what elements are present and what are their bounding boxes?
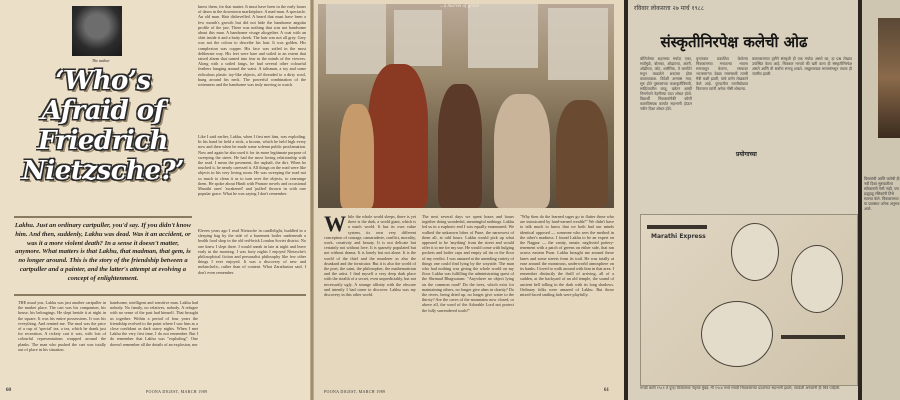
article-intro: Lakhu. Just an ordinary cartpuller, you'd say. If you didn't know him. And then, suddenly, Lakhu was dead. Was it an accident, or was it a more violent death? In a sense it doesn't matter, anymore. What matters is that Lakhu, that madman, that gem, is no longer around. This is the story of the friendship between a cartpuller and a painter, and the latter's attempt at evolving a concept of enlightenment. [14,222,192,282]
photo-caption: ...a marvel of grace [440,4,480,9]
clipping-column-b: वृत्तपत्रात प्रकाशित केलेल्या चित्रकाराच्या मनातल्या भावना समजावून घेताना, रस्त्यावर भटकणाऱ्या वेड्या माणसाशी त्याची मैत्री कशी झाली, याचे वर्णन लेखकाने केले आहे. पुण्यातील गल्लीबोळात फिरताना त्यांनी अनेक गोष्टी शोधल्या. [696,56,748,91]
building-shape [326,4,386,74]
figure-shape [494,94,550,208]
paragraph: The next several days we spent hours and hours together doing wonderful, meaningful nothings. Lakhu led us in a euphoric end I was equally enamoured. We walked the unknown lobes of Pune, the narrowest of them all, at odd hours. Lakhu would pick up what appeared to be 'anything' from the street and would offer it to me for my use. He would come with bulging pockets and boiler caps and empty oil tin or the floor of my verdict. I was amazed at the unending variety of things one could find lying by the wayside. The man who had nothing was giving the whole world on my floor. Lakhu was fulfilling the administrating quest of the Shrimad Bhagwatam: "Anywhere no object lying on the common road? Do the trees, which exist for maintaining others, no longer give alms in charity? Do the rivers, being dried up, no longer give water to the thirsty? Are the caves of the mountains now closed, or above all, the word of the Adorable Lord not protect the fully surrendered souls?" [422,214,514,313]
illustration-bar [781,335,845,339]
intro-bottom-rule [14,294,306,296]
paragraph: "Why then do the learned sages go to flatter those who are intoxicated by hard-earned wealth?" We didn't have to talk much to know that we both had our minds identical opposed — someone who sees the method in the other's madness. I found Lakhu to be an expert on the Nagpur — the vanity, ornate, neglected pottery-tenement with a patch of greens on either side, that ran across eastern Pune. Lakhu brought me around those lanes and some streets from its trail. He was totally at ease around the monstrous, underworld atmosphere on its banks. I loved to walk around with him in that area. I remember distinctly the thrill of arriving, all of a sudden, at the backyard of an old temple, the sound of ancient bell tolling in the dark with its long shadows. Ordinary folks were amazed of Lakhu. But those mixed-faced smiling lads were playfully. [520,214,614,298]
paragraph: Like I said earlier, Lakhu, when I first met him, was exploding. In his hand he held a stick, a broom, which he held high every now and then when he made some solemn public proclamation. Now and again he also used it for its more legitimate purpose of sweeping the street. He had the most loving relationship with the road. I mean the pavement, the asphalt, the dirt. When he touched it, he nearly caressed it. All things on the road were like objects in his very loving room. He was sweeping the road not so much to clean it as to turn over the objects, to rearrange them. He spoke about Hindi with Pranaw novels and occasional Marathi ones' 'awakened' and 'pulled' thrown in with rare popular grace. What he was saying I don't remember. [198,134,306,197]
clipping-subhead: प्रयोगाच्या [736,151,757,158]
left-column-text-2 [198,134,306,226]
page-number-right: 61 [604,388,609,393]
right-body-column-b [422,214,514,386]
clipping-column-c: कलाकाराच्या दृष्टीने संस्कृती ही एक मर्यादा असते का, हा प्रश्न लेखात उपस्थित केला आहे. चित्रकार मानतो की खरी कला ही संस्कृतीनिरपेक्ष असते आणि ती सर्वांना समजू शकते. लखूसारख्या माणसांमधून त्याला ही जाणीव झाली. [752,56,852,76]
intro-top-rule [14,216,192,218]
building-shape [394,10,442,66]
page-gutter [310,0,314,400]
left-column-text-3 [198,228,306,292]
face-sketch [791,245,843,313]
face-sketch [731,223,779,281]
left-column-text-1 [198,4,306,132]
building-shape [468,4,538,68]
left-body-column-a [18,300,106,386]
figure-shape [556,100,608,208]
right-body-column-a [324,214,416,386]
author-photo [72,6,122,56]
figure-shape [340,104,374,208]
page-number-left: 60 [6,388,11,393]
paragraph: THE usual you, Lakhu was just another cartpuller in the market place. The cart was his companion, his house, his belongings. He slept beside it at night in the square. It was his entire possessions. It was his everything. And remind me. The mod was the price of a cup of 'special' tea, a tea, which he drank just for recreation. A rickety cart it was, with lots of colourful representations wrapped around the planks. The man who pushed the cart was totally out of place in his situation. [18,300,106,352]
clipping-column-a: बोलिजेच्या शहराच्या मर्यादा एका, सर्वांमुळे, बोलका, ओझरत्या, अंतरी, ओढीच्या, कोट, शारीरिक, ते कानोटेर मधुन काढलेले शब्दाचा होता कालावकाश. विदेशी अभ्यास मात्र, सुरु होते पुस्तकांच्या कलाकृतींविषयी, साहित्यातील बाजू, खरेतर आम्ही निसर्गपणे नेहमीच्या वाटा शोधत होतो. विद्यार्थी चित्रकारांपैकी कोणी कलाविषयक कार्यात सहभागी होऊन नवीन दिशा शोधत होते. [640,56,692,111]
figure-shape [368,64,428,208]
folio-right: POONA DIGEST, MARCH 1989 [324,389,386,394]
folio-left: POONA DIGEST, MARCH 1989 [146,389,208,394]
paragraph-text: hile the whole world sleeps, there is yet there is the dark, a world giant, which is a man's world. It has its own value system, its own very different conception of courage, camaraderie, conflict, morality, work, creativity and beauty. It is not delicate but certainly not without love. It is sparsely populated but not without drama. It is lonely but not alone. It is the world of the thief and the murderer as also the drunkard and the fornicator. But it is also the world of the poet, the saint, the philosopher, the mathematician and the artist. I find myself a very deep dark place with the stealth of a secret, even unpredictably, but not necessarily ugly. A strange affinity with the obscure and intently I had come to discover. Lakhu was my discovery in this other world. [324,214,416,298]
clipping-title: संस्कृतीनिरपेक्ष कलेची ओढ [660,33,808,51]
figure-shape [438,84,482,208]
paragraph: handsome, intelligent and sensitive man. Lakhu had nobody. No family, no relatives, nobody. A refugee with no sense of the past had himself. That brought us together. Within a period of four years the friendship evolved to the point where I saw him as a close confidant as dark starry nights. When I met Lakhu the very first time, I do not remember. But I do remember that Lakhu was "exploding". One doesn't remember all the details of an explosion, nor [110,300,198,347]
author-caption: The author [92,58,110,63]
clipping-illustration [640,214,858,386]
right-body-column-c [520,214,614,386]
left-body-column-b [110,300,198,386]
article-headline: ‘Who’s Afraid of Friedrich Nietzsche?’ [22,66,184,186]
building-shape [548,8,608,80]
edge-photo [878,18,900,138]
clipping-footer: रानडी बाली १९८१ ते पुन्हा विजेताच्या नेतृत्त्वा मुंबई: मी १९८४ मध्ये मराठी चित्रकारांच्या प्रदर्शनात सहभागी झालो, त्यावेळी अनेकांनी ही चित्रे पाहिली. [640,386,841,390]
illustration-bar [647,225,707,229]
clipping-header: रविवार लोकसत्ता २७ मार्च १९८८ [634,5,704,12]
face-sketch [701,301,773,367]
edge-text: विचारांची आणि कलेची ही नवी दिशा सुरुवातीला स्वीकारली गेली नाही, पण हळूहळू रसिकांनी तिचे स्वागत केले. चित्रकाराच्या या प्रवासात अनेक अनुभव आले. [864,176,900,211]
street-photo [318,4,614,208]
paragraph: Eleven years ago I read Nietzsche in candlelight, huddled in a sleeping bag by the side of a basement boiler underneath a health food shop in the old red-brick London Soviet district. No one knew I slept there. I would sneak in late at night and leave early in the morning. I was forty nights I enjoyed Nietzsche's philosophical fiction and personalist philosophy like few other things I ever enjoyed. It was a discovery of new and melancholic, rather than of content. What Zarathustra said, I don't even remember. [198,228,306,275]
drop-cap: W [324,214,346,236]
illustration-label: Marathi Express [651,233,706,240]
paragraph [324,214,416,297]
paragraph: know them, for that matter. It must have been in the early hours of dawn in the downtown marketplace. A mad man. A spectacle. An old man. Hair dishevelled. A beard that must have been a few month's growth but did not hide the handsome angular profile of the jaw. There was nothing that was not handsome about this man. A handsome visage altogether. A coat with an shirt inside it and a baity cheek. The hair was not all grey. Grey was not the colour to describe his hair. It was golden. His complexion was copper. His face was soiled in the most deliberate way. His feet were bare and soiled to an extent that raised alarm that turned into fear in the minds of the viewers. Along with a soiled fangs, he had several other colourful feathers hanging around the waist. A talisman, a toy and some ridiculous plastic toy-like objects, all threaded to a dirty wool, hung around his neck. The powerful combination of the rottenness and the handsome was truly moving to watch. [198,4,306,88]
